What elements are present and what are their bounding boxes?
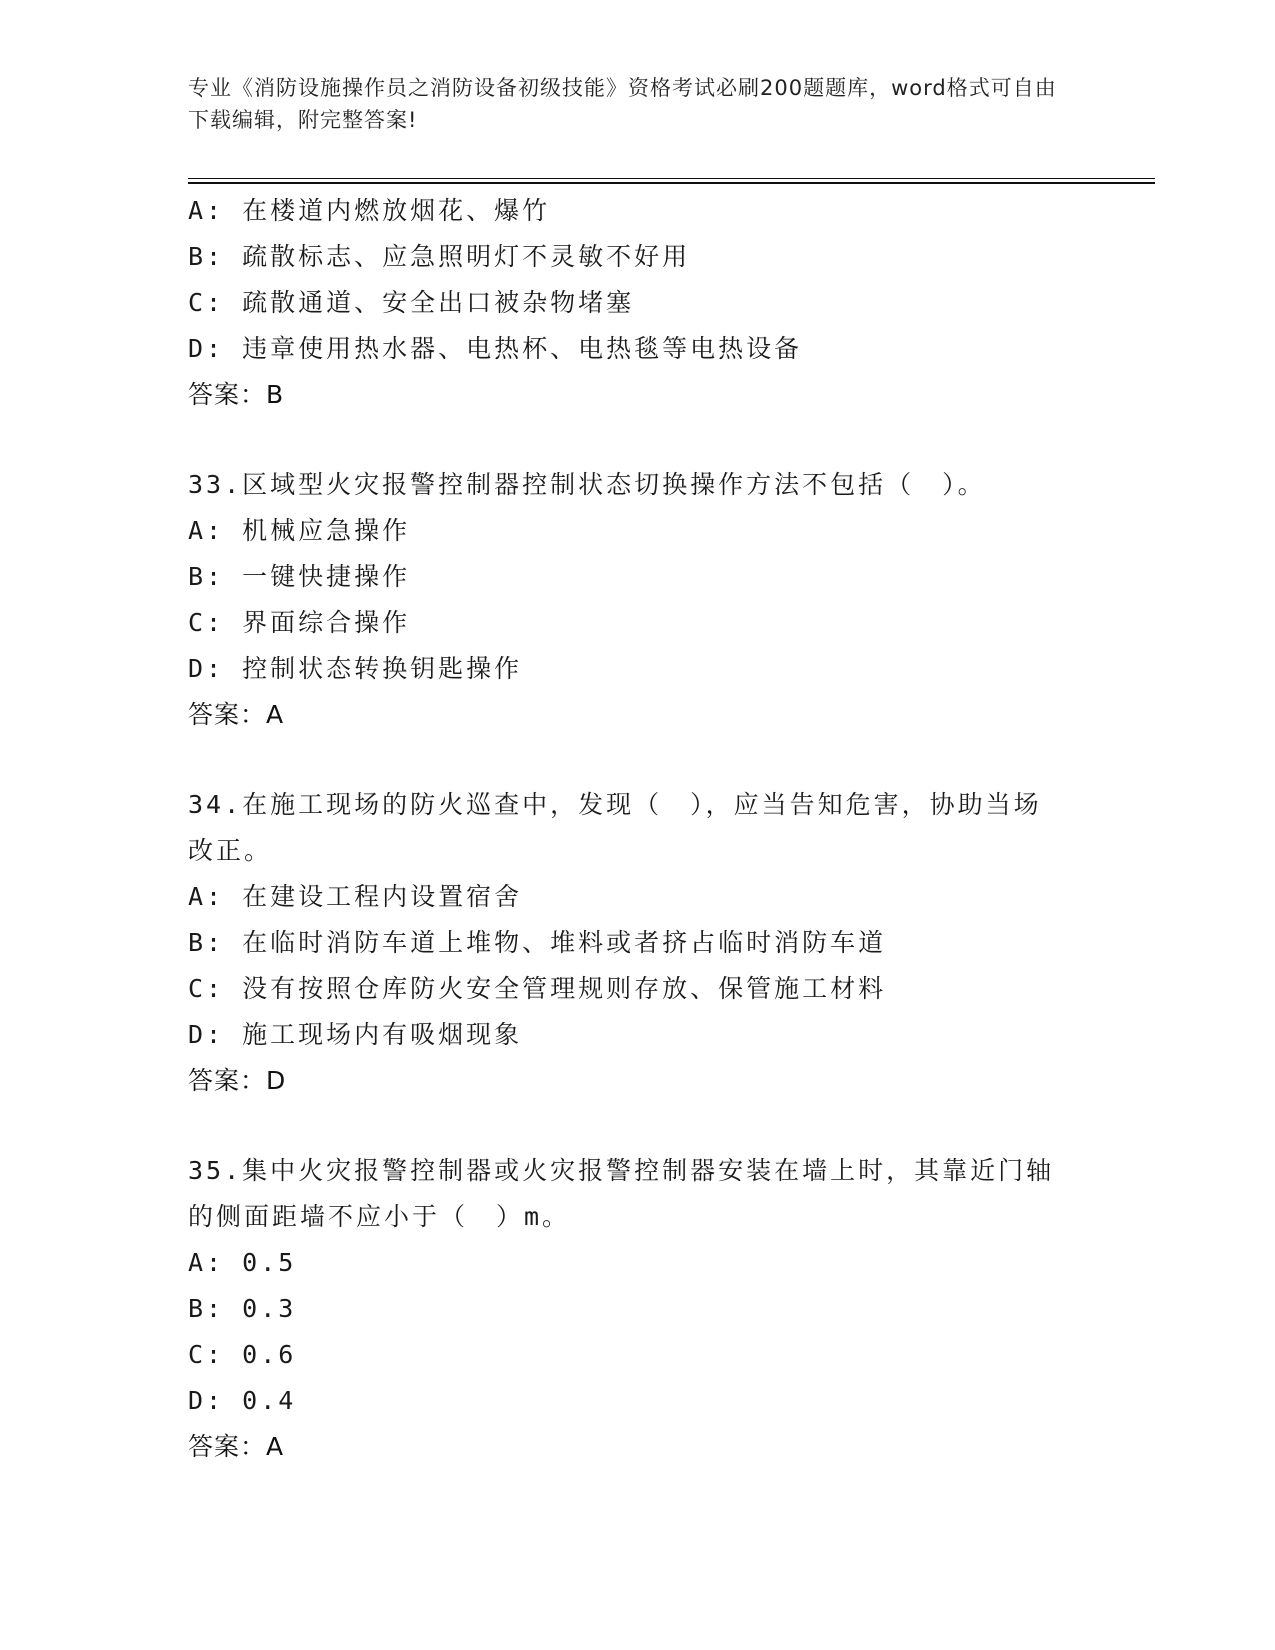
question-34	[188, 782, 1088, 1104]
question-stem: 33.区域型火灾报警控制器控制状态切换操作方法不包括（ ）。	[188, 470, 986, 499]
header-divider-thin	[188, 178, 1155, 179]
question-33	[188, 462, 1088, 738]
option-a: A: 机械应急操作	[188, 516, 411, 545]
question-gap	[188, 1104, 1088, 1148]
option-d: D: 控制状态转换钥匙操作	[188, 654, 523, 683]
option-d: D: 违章使用热水器、电热杯、电热毯等电热设备	[188, 334, 803, 363]
document-header: 专业《消防设施操作员之消防设备初级技能》资格考试必刷200题题库，word格式可自由下载编辑，附完整答案!	[188, 76, 1057, 132]
option-c: C: 0.6	[188, 1340, 297, 1369]
question-stem-line-1: 34.在施工现场的防火巡查中，发现（ ），应当告知危害，协助当场	[188, 790, 1042, 819]
question-gap	[188, 738, 1088, 782]
question-stem-line-2: 的侧面距墙不应小于（ ）m。	[188, 1202, 571, 1231]
option-c: C: 疏散通道、安全出口被杂物堵塞	[188, 288, 635, 317]
option-d: D: 0.4	[188, 1386, 297, 1415]
question-stem-line-1: 35.集中火灾报警控制器或火灾报警控制器安装在墙上时，其靠近门轴	[188, 1156, 1055, 1185]
answer-line: 答案：D	[188, 1066, 287, 1095]
option-b: B: 一键快捷操作	[188, 562, 411, 591]
answer-line: 答案：A	[188, 700, 285, 729]
option-c: C: 界面综合操作	[188, 608, 411, 637]
option-c: C: 没有按照仓库防火安全管理规则存放、保管施工材料	[188, 974, 887, 1003]
question-35	[188, 1148, 1088, 1470]
option-b: B: 疏散标志、应急照明灯不灵敏不好用	[188, 242, 691, 271]
header-divider-thick	[188, 182, 1155, 184]
option-b: B: 0.3	[188, 1294, 297, 1323]
option-b: B: 在临时消防车道上堆物、堆料或者挤占临时消防车道	[188, 928, 887, 957]
option-d: D: 施工现场内有吸烟现象	[188, 1020, 523, 1049]
option-a: A: 在楼道内燃放烟花、爆竹	[188, 196, 551, 225]
question-stem-line-2: 改正。	[188, 836, 273, 865]
option-a: A: 0.5	[188, 1248, 297, 1277]
answer-line: 答案：B	[188, 380, 285, 409]
question-gap	[188, 418, 1088, 462]
option-a: A: 在建设工程内设置宿舍	[188, 882, 523, 911]
question-list	[188, 188, 1088, 1470]
question-32	[188, 188, 1088, 418]
answer-line: 答案：A	[188, 1432, 285, 1461]
